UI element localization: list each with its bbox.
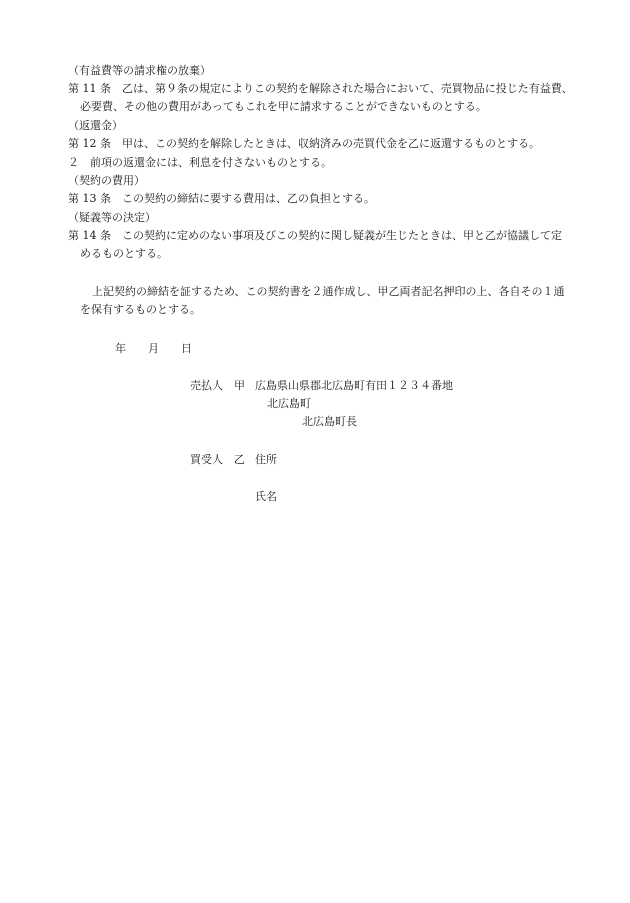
article-12-line-1: 第 12 条 甲は、この契約を解除したときは、収納済みの売買代金を乙に返還するものとする。 [68,137,540,150]
seller-role: 売払人 甲 [190,379,245,392]
article-13-line-1: 第 13 条 この契約の締結に要する費用は、乙の負担とする。 [68,192,375,205]
seller-name: 北広島町 [267,397,311,410]
article-14-line-1: 第 14 条 この契約に定めのない事項及びこの契約に関し疑義が生じたときは、甲と乙が協議して定 [68,229,562,242]
contract-date: 年 月 日 [115,342,192,355]
article-14-heading: （疑義等の決定） [68,211,156,224]
article-11-line-1: 第 11 条 乙は、第９条の規定によりこの契約を解除された場合において、売買物品に投じた有益費、 [68,82,573,95]
seller-title: 北広島町長 [302,415,357,428]
article-11-line-2: 必要費、その他の費用があってもこれを甲に請求することができないものとする。 [80,100,487,113]
buyer-name-label: 氏名 [255,490,277,503]
buyer-role: 買受人 乙 [190,453,245,466]
seller-address: 広島県山県郡北広島町有田１２３４番地 [255,379,453,392]
buyer-address-label: 住所 [255,453,277,466]
closing-line-1: 上記契約の締結を証するため、この契約書を２通作成し、甲乙両者記名押印の上、各自その１通 [92,285,565,298]
article-11-heading: （有益費等の請求権の放棄） [68,64,211,77]
article-13-heading: （契約の費用） [68,174,145,187]
closing-line-2: を保有するものとする。 [80,303,201,316]
article-14-line-2: めるものとする。 [80,247,168,260]
article-12-heading: （返還金） [68,119,123,132]
article-12-paragraph-2: ２ 前項の返還金には、利息を付さないものとする。 [68,156,332,169]
